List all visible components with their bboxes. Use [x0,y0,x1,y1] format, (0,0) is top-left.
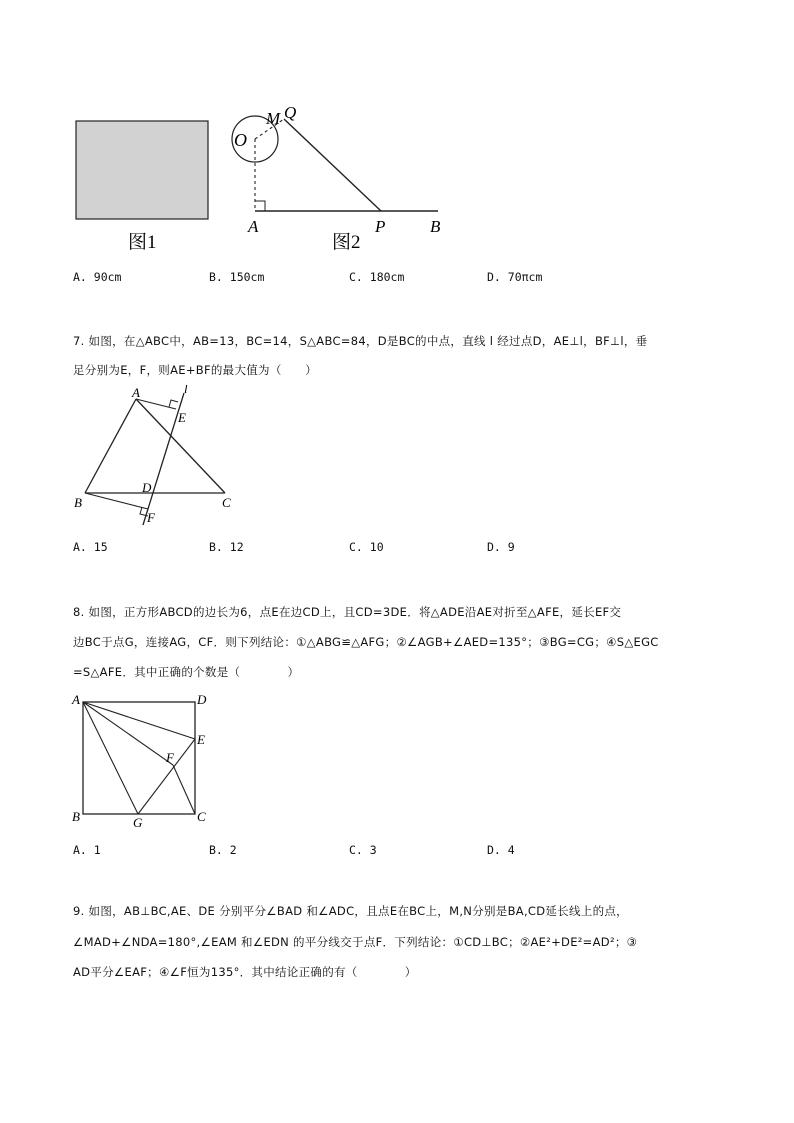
q7-text-line1: 7. 如图，在△ABC中，AB=13，BC=14，S△ABC=84，D是BC的中点，直线 l 经过点D，AE⊥l，BF⊥l，垂 [73,334,648,348]
q7-option-c: C. 10 [349,540,384,554]
q8-label-C: C [197,809,206,824]
q9-text-line3: AD平分∠EAF；④∠F恒为135°．其中结论正确的有（ ） [73,965,417,979]
fig2-right-angle [255,201,265,211]
q8-option-a: A. 1 [73,843,101,857]
q7-label-B: B [74,495,82,510]
label-O: O [234,130,247,150]
q8-text-line1: 8. 如图，正方形ABCD的边长为6，点E在边CD上，且CD=3DE．将△ADE沿AE对折至△AFE，延长EF交 [73,605,622,619]
label-Q: Q [284,103,297,122]
fig1-rectangle [76,121,208,219]
q7-label-l: l [184,385,188,396]
fig2-caption: 图2 [332,232,361,253]
q8-text-line3: =S△AFE．其中正确的个数是（ ） [73,665,300,679]
q8-label-B: B [72,809,80,824]
label-B: B [430,217,441,236]
q7-label-D: D [142,480,152,495]
q6-figures [0,0,794,270]
q8-option-d: D. 4 [487,843,515,857]
q7-label-E: E [178,410,186,425]
q6-option-d: D. 70πcm [487,270,543,284]
q8-figure [60,688,230,833]
label-M: M [266,109,281,128]
q9-text-line1: 9. 如图，AB⊥BC,AE、DE 分别平分∠BAD 和∠ADC，且点E在BC上，M,N分别是BA,CD延长线上的点， [73,904,628,918]
q8-option-b: B. 2 [209,843,237,857]
q7-option-b: B. 12 [209,540,244,554]
q6-option-c: C. 180cm [349,270,405,284]
fig1-caption: 图1 [128,232,157,253]
q8-label-G: G [133,815,143,830]
q7-option-d: D. 9 [487,540,515,554]
q8-label-F: F [166,750,174,765]
q8-label-A: A [72,692,80,707]
q7-text-line2: 足分别为E，F，则AE+BF的最大值为（ ） [73,363,318,377]
q7-figure [60,385,260,535]
q8-option-c: C. 3 [349,843,377,857]
q8-text-line2: 边BC于点G，连接AG，CF．则下列结论：①△ABG≌△AFG；②∠AGB+∠AED=135°；③BG=CG；④S△EGC [73,635,659,649]
label-A: A [248,217,259,236]
q9-text-line2: ∠MAD+∠NDA=180°,∠EAM 和∠EDN 的平分线交于点F．下列结论：①CD⊥BC；②AE²+DE²=AD²；③ [73,935,638,949]
q7-label-A: A [132,385,140,400]
label-P: P [375,217,386,236]
q6-option-a: A. 90cm [73,270,122,284]
fig2-line-QP [284,119,381,211]
q8-label-E: E [197,732,205,747]
q7-label-C: C [222,495,231,510]
q6-option-b: B. 150cm [209,270,265,284]
q7-option-a: A. 15 [73,540,108,554]
q8-label-D: D [197,692,207,707]
q7-label-F: F [147,510,155,525]
